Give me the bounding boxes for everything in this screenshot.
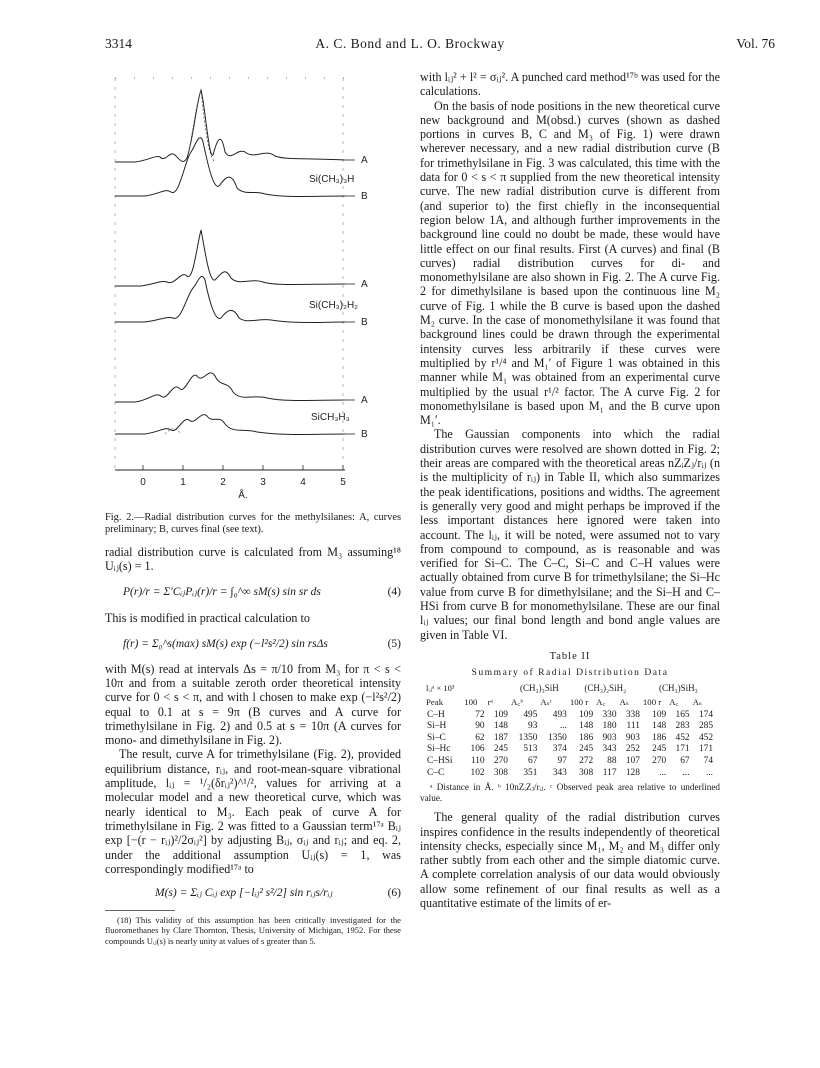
radial-distribution-plot [105,70,401,510]
table-cell: 90 [475,721,485,732]
table-cell: 1350 [518,732,538,743]
table-header-cell: A꜀ [596,697,606,708]
table-row [425,721,715,733]
tick-label-5: 5 [340,477,346,488]
table-cell: 109 [493,709,508,720]
equation-4-body: P(r)/r = Σ′CᵢⱼPᵢⱼ(r)/r = ∫₀^∞ sM(s) sin sr ds [123,586,321,599]
table-cell: ... [682,767,690,778]
tick-label-1: 1 [180,477,186,488]
table-cell: 186 [652,732,667,743]
equation-6-number: (6) [387,887,401,899]
table-cell: 245 [493,744,508,755]
table-note: ᵃ Distance in Å. ᵇ 10nZᵢZⱼ/rᵢⱼ. ᶜ Observed peak area relative to underlined value. [420,782,720,804]
table-row [425,756,715,768]
table-cell: 452 [698,732,713,743]
label-trimethyl-formula: Si(CH₃)₃H [309,174,355,185]
table-cell: 171 [675,744,690,755]
page-header [0,36,820,56]
equation-5-body: f(r) = Σ₀^s(max) sM(s) exp (−l²s²/2) sin rsΔs [123,637,328,650]
table-cell: 513 [523,744,538,755]
table-row-label: C–HSi [427,756,453,767]
left-paragraph-1: radial distribution curve is calculated from M₃ assuming¹⁸ Uᵢⱼ(s) = 1. [105,544,401,574]
table-cell: 128 [625,767,640,778]
table-cell: 452 [675,732,690,743]
left-paragraph-3: with M(s) read at intervals Δs = π/10 from M₃ for π < s < 10π and from a suitable zeroth order theoretical intensity curve for 0 < s < π, and with l chosen to make exp (−l²s²/2) equal to 0.1 at s = 9π (B curves and A curve for trimethylsilane in Fig. 2) and 0.5 at s = 10π (A curves for mono- and dimethylsilane in Fig. 2). [105,661,401,748]
table-subtitle: Summary of Radial Distribution Data [471,667,669,679]
table-row-label: Si–C [427,732,446,743]
table-cell: 252 [625,744,640,755]
equation-5 [105,632,401,656]
table-cell: 285 [698,721,713,732]
table-header-cell: A꜀ [669,697,679,708]
label-monomethyl-b: B [361,429,368,440]
table-body [425,710,715,780]
curve-trimethyl-b [115,138,345,197]
table-cell: 148 [652,721,667,732]
table-header-cell: A꜀ᵇ [510,697,524,708]
table-cell: 74 [703,756,713,767]
table-header-cell: rᵃ [487,697,493,708]
equation-6-body: M(s) = Σᵢⱼ Cᵢⱼ exp [−lᵢⱼ² s²/2] sin rᵢⱼs/rᵢⱼ [155,887,333,899]
right-column [420,70,720,910]
table-cell: 110 [470,756,485,767]
table-header-cell: 100 [464,697,478,708]
table-cell: 174 [698,709,713,720]
axis-unit-label: Å. [238,490,248,501]
table-cell: 88 [607,756,617,767]
table-cell: 351 [523,767,538,778]
table-group-monomethyl: (CH₃)SiH₃ [659,683,698,694]
left-paragraph-2: This is modified in practical calculation to [105,611,310,626]
label-monomethyl-formula: SiCH₃H₃ [311,412,350,423]
curve-monomethyl-a [115,373,345,402]
table-cell: 270 [493,756,508,767]
right-paragraph-3: The Gaussian components into which the radial distribution curves were resolved are shown dotted in Fig. 2; their areas are compared with the theoretical areas nZᵢZⱼ/rᵢⱼ (n is the multiplicity of rᵢⱼ) in Table II, which also summarizes the peak identifications, positions and widths. The agreement is generally very good and might perhaps be improved if the less important distances here ignored were taken into account. The lᵢⱼ, it will be noted, were assumed not to vary from compound to compound, as is reasonable and was verified for Si–C. The C–C, Si–C and C–H values were actually obtained from curve B for trimethylsilane; the Si–Hc value from curve B for dimethylsilane; and the Si–H and C–HSi from curve B for monomethylsilane. These are our final lᵢⱼ values; our final bond length and bond angle values are given in Table VI. [420,427,720,642]
tick-label-2: 2 [220,477,226,488]
label-dimethyl-formula: Si(CH₃)₂H₂ [309,300,359,311]
table-row-label: C–H [427,709,445,720]
page-number: 3314 [105,36,132,51]
table-header-cell: Aₛᶜ [540,697,552,708]
table-cell: 1350 [548,732,567,743]
table-cell: 495 [523,709,538,720]
table-row [425,710,715,722]
tick-label-3: 3 [260,477,266,488]
table-cell: 67 [680,756,690,767]
table-cell: 283 [675,721,690,732]
table-header-cell: Aₛ [619,697,629,708]
table-cell: 270 [652,756,667,767]
table-row-label: Si–Hc [427,744,451,755]
table-row-label: Si–H [427,721,447,732]
label-dimethyl-b: B [361,317,368,328]
table-cell: 374 [552,744,567,755]
table-cell: ... [659,767,667,778]
footnote-rule [105,910,175,911]
curve-dimethyl-a [115,230,345,286]
label-trimethyl-a: A [361,155,368,166]
table-header-cell: Aₛ [692,697,702,708]
table-cell: ... [559,721,567,732]
equation-4-number: (4) [387,586,401,599]
table-row [425,768,715,780]
table-cell: 97 [557,756,567,767]
table-cell: 67 [528,756,538,767]
equation-4 [105,579,401,605]
right-paragraph-2: On the basis of node positions in the new theoretical curve new background and M(obsd.) curves (shown as dashed portions in curves B, C and M₃ of Fig. 1) were drawn wherever necessary, and a new radial distribution curve (B for trimethylsilane in Fig. 3 was calculated, this time with the data for 0 < s < π supplied from the new theoretical intensity curve. The new radial distribution curve is different from (and superior to) the first chiefly in the inconsequential region below 1A, and although further improvements in the background line could no doubt be made, these would have little effect on our final results. First (A curves) and final (B curves) radial distribution curves for di- and monomethylsilane are also shown in Fig. 2. The A curve Fig. 2 for dimethylsilane is based upon the continuous line M₂ curve of Fig. 1 while the B curve is based upon the dashed M₂ curve. In the case of monomethylsilane it was found that background lines could be drawn through the experimental intensity curves less arbitrarily if these curves were multiplied by r¹/⁴ and M₁′ of Figure 1 was obtained in this manner while M₁ was obtained from an experimental curve multiplied by the usual r¹/² factor. The A curve Fig. 2 for monomethylsilane is based upon M₁ and the B curve upon M₁′. [420,98,720,428]
table-cell: 330 [602,709,617,720]
table-cell: 186 [579,732,594,743]
table-cell: 308 [579,767,594,778]
table-cell: 148 [493,721,508,732]
table-cell: 117 [602,767,617,778]
table-cell: 107 [625,756,640,767]
table-cell: 187 [493,732,508,743]
table-group-trimethyl: (CH₃)₃SiH [520,683,559,694]
table-cell: 308 [493,767,508,778]
footnote-18: (18) This validity of this assumption has been critically investigated for the fluoromethanes by Clare Thornton, Thesis, University of Michigan, 1952. For these compounds Uᵢⱼ(s) is nearly unity at values of s greater than 5. [105,915,401,946]
table-cell: 245 [652,744,667,755]
curve-trimethyl-a [115,90,345,162]
table-cell: 148 [579,721,594,732]
table-cell: 272 [579,756,594,767]
table-cell: 343 [552,767,567,778]
table-cell: 180 [602,721,617,732]
table-cell: 245 [579,744,594,755]
table-cell: 343 [602,744,617,755]
left-paragraph-4: The result, curve A for trimethylsilane (Fig. 2), provided equilibrium distance, rᵢⱼ, and root-mean-square vibrational amplitude, lᵢⱼ = ¹/₂(δrᵢⱼ²)^¹/², values for arriving at a molecular model and a new theoretical curve, which was nearly identical to M₃. Each peak of curve A for trimethylsilane in Fig. 2 was fitted to a Gaussian term¹⁷ᵃ Bᵢⱼ exp [−(r − rᵢⱼ)²/2σᵢⱼ²] by adjusting Bᵢⱼ, σᵢⱼ and rᵢⱼ; and eq. 2, under the additional assumption Uᵢⱼ(s) = 1, was correspondingly modified¹⁷ᵃ to [105,747,401,876]
tick-label-0: 0 [140,477,146,488]
equation-6 [105,882,401,904]
figure-2 [105,70,401,510]
table-ii [425,682,715,779]
right-paragraph-1: with lᵢⱼ² + l² = σᵢⱼ². A punched card method¹⁷ᵇ was used for the calculations. [420,70,720,99]
label-monomethyl-a: A [361,395,368,406]
table-cell: 903 [602,732,617,743]
table-header-cell: 100 r [569,697,589,708]
table-cell: 109 [579,709,594,720]
right-paragraph-4: The general quality of the radial distribution curves inspires confidence in the results independently of theoretical intensity checks, especially since M₁, M₂ and M₃ differ only rather subtly from each other and the simple diatomic curve. A complete correlation analysis of our data would obviously allow some refinement of our final results as well as a quantitative estimate of the limits of er- [420,810,720,910]
table-head-lij: lᵢⱼᵃ × 10³ [426,683,455,694]
table-cell: 171 [698,744,713,755]
table-cell: 72 [475,709,485,720]
left-column [105,70,401,946]
table-header-row [425,696,715,710]
table-row [425,733,715,745]
table-group-dimethyl: (CH₃)₂SiH₂ [584,683,627,694]
table-cell: 338 [625,709,640,720]
volume-label: Vol. 76 [736,36,775,51]
table-cell: 903 [625,732,640,743]
table-cell: 102 [470,767,485,778]
equation-5-number: (5) [387,637,401,650]
table-cell: 111 [626,721,640,732]
label-dimethyl-a: A [361,279,368,290]
table-cell: 165 [675,709,690,720]
running-authors: A. C. Bond and L. O. Brockway [315,36,505,51]
table-cell: 62 [475,732,485,743]
table-cell: 493 [552,709,567,720]
table-row-label: C–C [427,767,445,778]
table-header-cell: Peak [426,697,444,708]
table-cell: 109 [652,709,667,720]
table-cell: 106 [470,744,485,755]
table-cell: 93 [528,721,538,732]
table-row [425,744,715,756]
tick-label-4: 4 [300,477,306,488]
table-title: Table II [549,650,591,662]
figure-caption: Fig. 2.—Radial distribution curves for the methylsilanes: A, curves preliminary; B, curves final (see text). [105,512,401,536]
table-cell: ... [705,767,713,778]
label-trimethyl-b: B [361,191,368,202]
table-header-cell: 100 r [642,697,662,708]
